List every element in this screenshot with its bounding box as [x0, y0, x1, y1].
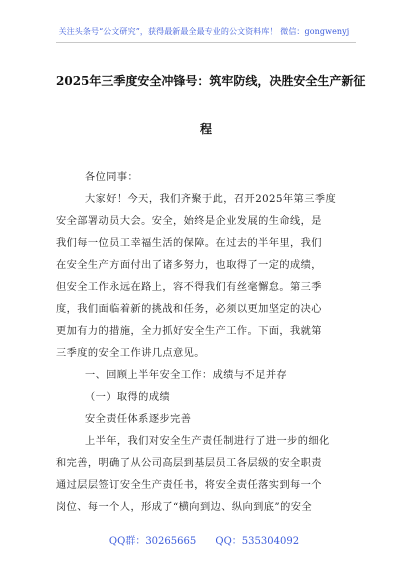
- body-line: 大家好！今天，我们齐聚于此，召开2025年第三季度: [85, 194, 337, 205]
- header-promo-note: 关注头条号“公文研究”，获得最新最全最专业的公文资料库！ 微信：gongwenyj: [58, 27, 350, 36]
- body-line: 在安全生产方面付出了诸多努力，也取得了一定的成绩，: [56, 260, 322, 271]
- body-line: 通过层层签订安全生产责任书，将安全责任落实到每一个: [56, 480, 322, 491]
- subsection-heading: （一）取得的成绩: [85, 392, 171, 403]
- body-line: 岗位、每一个人，形成了“横向到边、纵向到底”的安全: [56, 502, 312, 513]
- document-title-line-1: 2025年三季度安全冲锋号：筑牢防线，决胜安全生产新征: [56, 74, 366, 88]
- document-body: [56, 167, 356, 519]
- body-line: 更加有力的措施，全力抓好安全生产工作。下面，我就第: [56, 326, 322, 337]
- body-line: 三季度的安全工作讲几点意见。: [56, 348, 205, 359]
- body-line: 我们每一位员工幸福生活的保障。在过去的半年里，我们: [56, 238, 322, 249]
- header-divider: [56, 42, 356, 43]
- body-line: 安全部署动员大会。安全，始终是企业发展的生命线，是: [56, 216, 322, 227]
- item-heading: 安全责任体系逐步完善: [85, 414, 192, 425]
- body-line: 度，我们面临着新的挑战和任务，必须以更加坚定的决心: [56, 304, 322, 315]
- section-heading: 一、回顾上半年安全工作：成绩与不足并存: [85, 370, 288, 381]
- body-line: 但安全工作永远在路上，容不得我们有丝毫懈怠。第三季: [56, 282, 322, 293]
- footer-qq-number: QQ：535304092: [215, 536, 300, 547]
- footer-contact: [0, 532, 408, 547]
- body-line: 和完善，明确了从公司高层到基层员工各层级的安全职责: [56, 458, 322, 469]
- salutation: 各位同事：: [85, 172, 139, 183]
- body-line: 上半年，我们对安全生产责任制进行了进一步的细化: [85, 436, 330, 447]
- document-title-line-2: 程: [199, 122, 212, 136]
- footer-qq-group: QQ群：30265665: [108, 536, 197, 547]
